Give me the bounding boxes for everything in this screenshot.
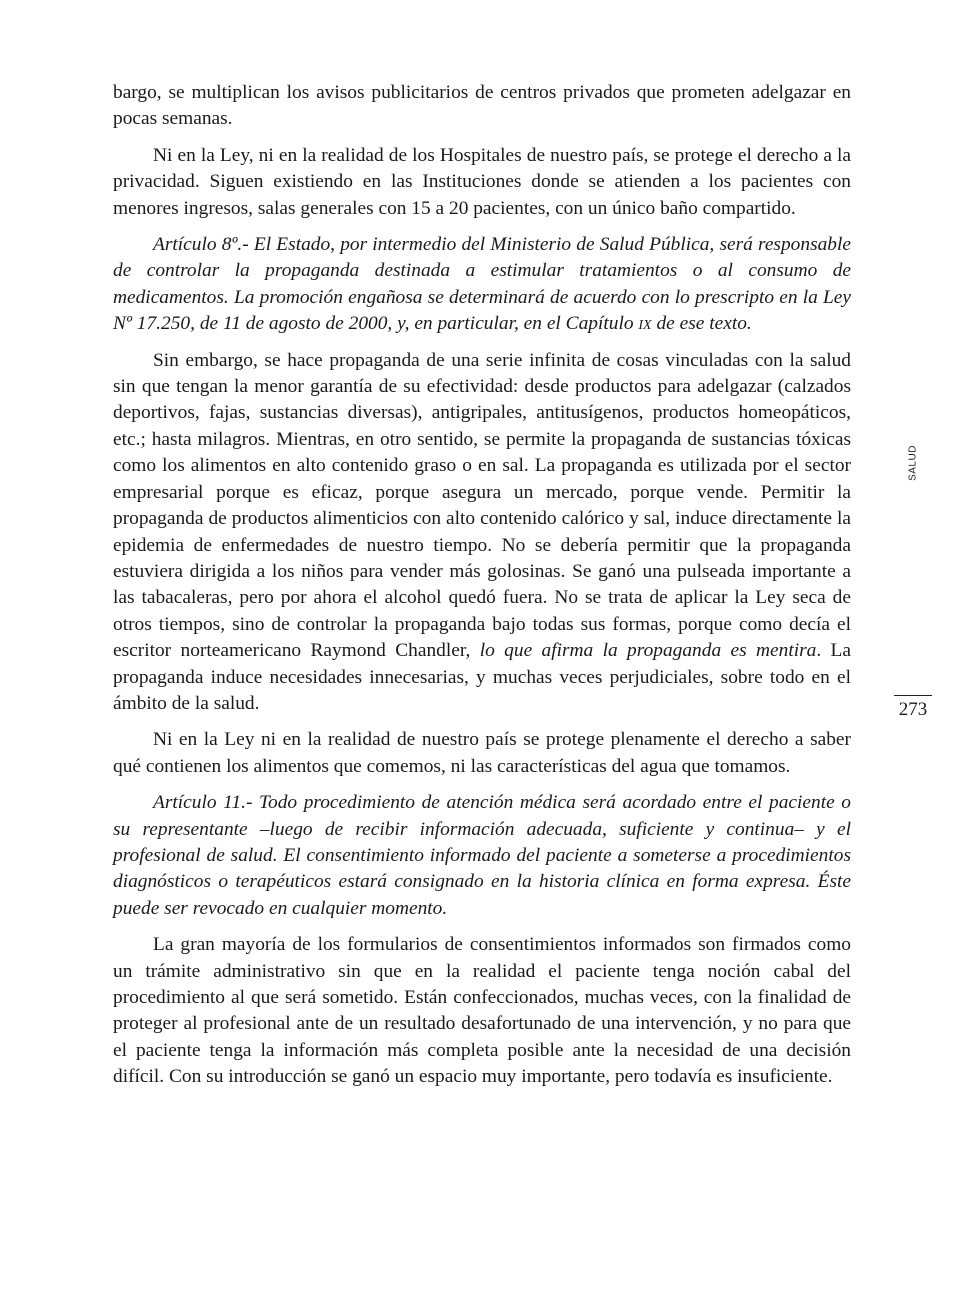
page-number: 273	[898, 699, 928, 720]
paragraph-1-text: bargo, se multiplican los avisos publicitarios de centros privados que prometen adelgazar en pocas semanas.	[113, 82, 851, 130]
article-11-quote	[113, 790, 851, 922]
article-8-quote	[113, 232, 851, 338]
paragraph-2	[113, 143, 851, 222]
chapter-numeral: ix	[638, 313, 652, 335]
paragraph-4-text: Sin embargo, se hace propaganda de una serie infinita de cosas vinculadas con la salud sin que tengan la menor garantía de su efectividad: desde productos para adelgazar (calzados deportivos, fajas, sustancias diversas), antigripales, antitusígenos, productos homeopáticos, etc.; hasta milagros. Mientras, en otro sentido, se permite la propaganda de sustancias tóxicas como los alimentos en alto contenido graso o en sal. La propaganda es utilizada por el sector empresarial porque es eficaz, porque asegura un mercado, porque vende. Permitir la propaganda de productos alimenticios con alto contenido calórico y sal, induce directamente la epidemia de enfermedades de nuestro tiempo. No se debería permitir que la propaganda estuviera dirigida a los niños para vender más golosinas. Se ganó una pulseada importante a las tabacaleras, pero por ahora el alcohol quedó fuera. No se trata de aplicar la Ley seca de otros tiempos, sino de controlar la propaganda bajo todas sus formas, porque como decía el escritor norteamericano Raymond Chandler,	[113, 349, 851, 662]
page-number-rule	[894, 695, 932, 696]
chandler-quote: lo que afirma la propaganda es mentira	[479, 640, 817, 662]
article-8-text: Artículo 8º.- El Estado, por intermedio del Ministerio de Salud Pública, será responsable de controlar la propaganda destinada a estimular tratamientos o al consumo de medicamentos. La promoción engañosa se determinará de acuerdo con lo prescripto en la Ley Nº 17.250, de 11 de agosto de 2000, y, en particular, en el Capítulo	[113, 234, 851, 335]
article-8-text-end: de ese texto.	[651, 313, 752, 335]
paragraph-5	[113, 727, 851, 780]
paragraph-4-text-end: . La propaganda induce necesidades innecesarias, y muchas veces perjudiciales, sobre todo en el ámbito de la salud.	[113, 640, 852, 714]
paragraph-2-text: Ni en la Ley, ni en la realidad de los Hospitales de nuestro país, se protege el derecho a la privacidad. Siguen existiendo en las Instituciones donde se atienden a los pacientes con menores ingresos, salas generales con 15 a 20 pacientes, con un único baño compartido.	[113, 144, 851, 219]
paragraph-7-text: La gran mayoría de los formularios de consentimientos informados son firmados como un trámite administrativo sin que en la realidad el paciente tenga noción cabal del procedimiento al que será sometido. Están confeccionados, muchas veces, con la finalidad de proteger al profesional ante de un resultado desafortunado de una intervención, y no para que el paciente tenga la información más completa posible ante la necesidad de una decisión difícil. Con su introducción se ganó un espacio muy importante, pero todavía es insuficiente.	[113, 934, 851, 1088]
paragraph-7	[113, 932, 851, 1090]
body-text	[113, 80, 851, 1101]
running-head-text: SALUD	[907, 445, 919, 481]
paragraph-5-text: Ni en la Ley ni en la realidad de nuestro país se protege plenamente el derecho a saber qué contienen los alimentos que comemos, ni las características del agua que tomamos.	[113, 729, 851, 777]
paragraph-1	[113, 80, 851, 133]
running-head	[905, 443, 921, 483]
paragraph-4	[113, 348, 851, 718]
article-11-text: Artículo 11.- Todo procedimiento de atención médica será acordado entre el paciente o su representante –luego de recibir información adecuada, suficiente y continua– y el profesional de salud. El consentimiento informado del paciente a someterse a procedimientos diagnósticos o terapéuticos estará consignado en la historia clínica en forma expresa. Éste puede ser revocado en cualquier momento.	[113, 792, 851, 919]
